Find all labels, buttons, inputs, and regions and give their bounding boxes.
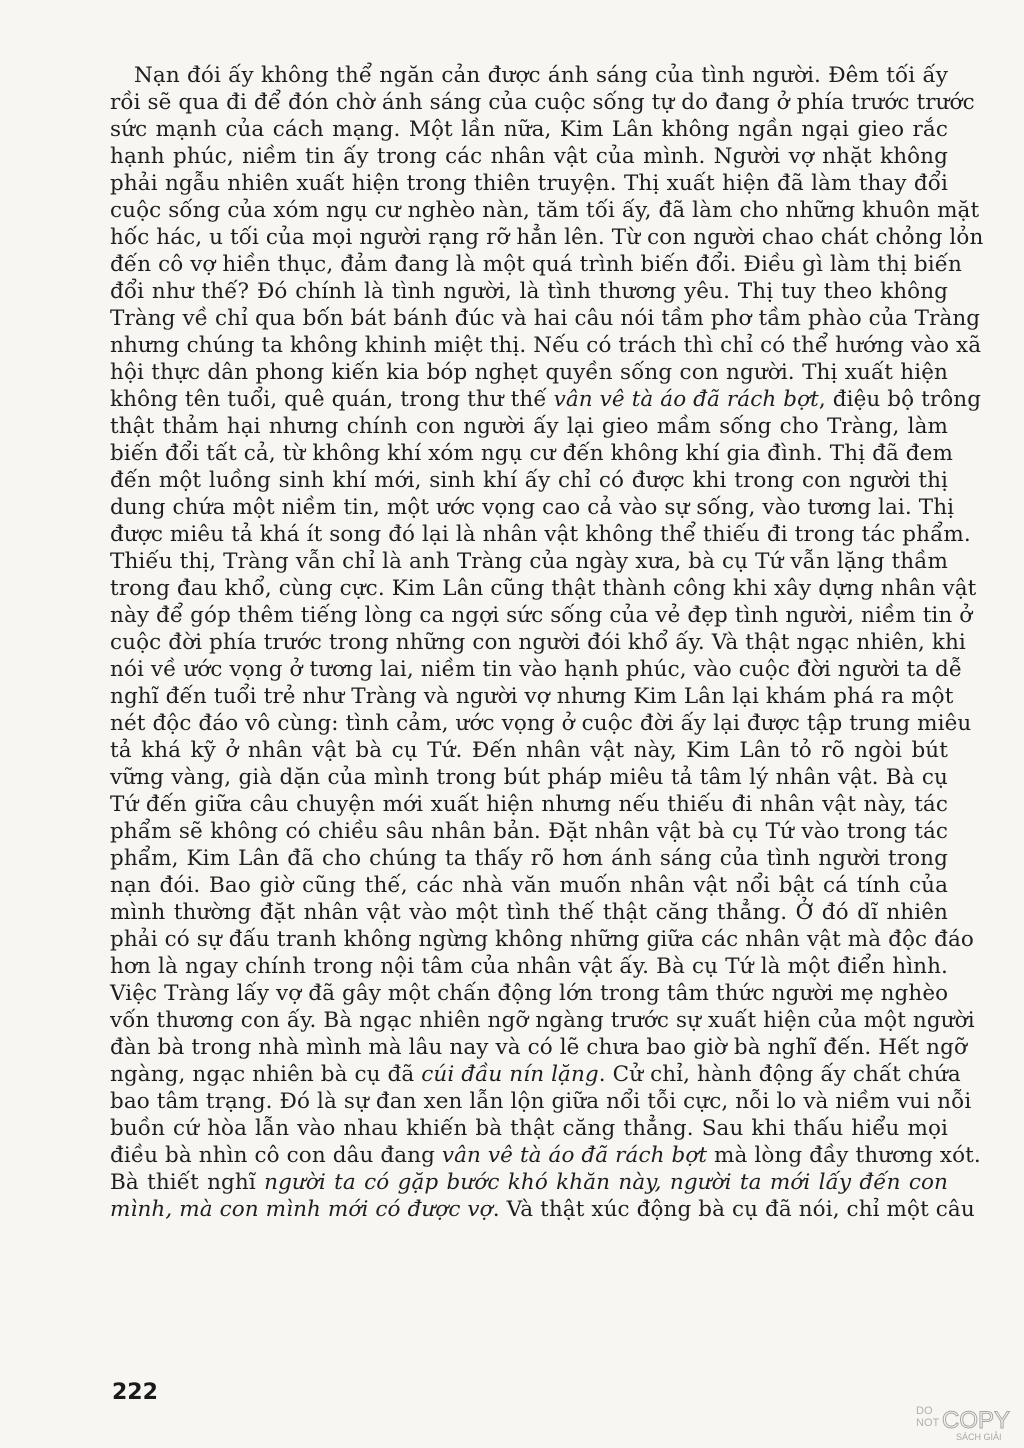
text-line [110,926,974,953]
text-run: không tên tuổi, quê quán, trong thư thế [110,387,554,412]
text-run: Việc Tràng lấy vợ đã gây một chấn động lớn trong tâm thức người mẹ nghèo [110,981,949,1006]
text-line [110,818,948,845]
watermark-sachgiai: SÁCH GIẢI [956,1432,1002,1442]
text-line [110,413,948,440]
text-line [110,656,963,683]
text-line [110,710,972,737]
text-run: mà lòng đầy thương xót. [707,1143,981,1168]
text-line [110,1169,948,1196]
text-run: Nạn đói ấy không thể ngăn cản được ánh sáng của tình người. Đêm tối ấy [134,63,948,88]
text-line [110,197,980,224]
text-line [110,305,981,332]
italic-quote: cúi đầu nín lặng [421,1062,599,1087]
text-run: nói về ước vọng ở tương lai, niềm tin vào hạnh phúc, vào cuộc đời người ta dễ [110,657,963,682]
text-run: cuộc sống của xóm ngụ cư nghèo nàn, tăm tối ấy, đã làm cho những khuôn mặt [110,198,980,223]
text-run: . Cử chỉ, hành động ấy chất chứa [598,1062,961,1087]
text-run: phẩm sẽ không có chiều sâu nhân bản. Đặt nhân vật bà cụ Tứ vào trong tác [110,819,948,844]
text-run: nét độc đáo vô cùng: tình cảm, ước vọng ở cuộc đời ấy lại được tập trung miêu [110,711,972,736]
text-run: hội thực dân phong kiến kia bóp nghẹt quyền sống con người. Thị xuất hiện [110,360,948,385]
text-run: đổi như thế? Đó chính là tình người, là tình thương yêu. Thị tuy theo không [110,279,948,304]
text-line [110,1061,961,1088]
text-run: nhưng chúng ta không khinh miệt thị. Nếu có trách thì chỉ có thể hướng vào xã [110,333,982,358]
text-line [110,629,966,656]
text-line [110,1088,972,1115]
text-run: đến cô vợ hiền thục, đảm đang là một quá trình biến đổi. Điều gì làm thị biến [110,252,962,277]
text-line [110,332,982,359]
text-run: vững vàng, già dặn của mình trong bút pháp miêu tả tâm lý nhân vật. Bà cụ [110,765,948,790]
text-run: hốc hác, u tối của mọi người rạng rỡ hẳn lên. Từ con người chao chát chỏng lỏn [110,225,984,250]
text-line [110,440,953,467]
text-run: thật thảm hại nhưng chính con người ấy lại gieo mầm sống cho Tràng, làm [110,414,948,439]
text-line [110,737,948,764]
text-run: Thiếu thị, Tràng vẫn chỉ là anh Tràng của ngày xưa, bà cụ Tứ vẫn lặng thầm [110,549,948,574]
text-run: được miêu tả khá ít song đó lại là nhân vật không thể thiếu đi trong tác phẩm. [110,522,971,547]
body-text [110,62,984,1223]
text-run: tả khá kỹ ở nhân vật bà cụ Tứ. Đến nhân vật này, Kim Lân tỏ rõ ngòi bút [110,738,948,763]
text-run: Tràng về chỉ qua bốn bát bánh đúc và hai câu nói tầm phơ tầm phào của Tràng [110,306,981,331]
text-run: biến đổi tất cả, từ không khí xóm ngụ cư đến không khí gia đình. Thị đã đem [110,441,953,466]
text-line [110,386,982,413]
text-run: đàn bà trong nhà mình mà lâu nay và có lẽ chưa bao giờ bà nghĩ đến. Hết ngỡ [110,1035,967,1060]
text-line [110,872,948,899]
text-run: ngàng, ngạc nhiên bà cụ đã [110,1062,422,1087]
text-run: sức mạnh của cách mạng. Một lần nữa, Kim Lân không ngần ngại gieo rắc [110,117,948,142]
italic-quote: người ta có gặp bước khó khăn này, người ta mới lấy đến con [264,1170,948,1195]
text-run: Bà thiết nghĩ [110,1170,265,1195]
italic-quote: vân vê tà áo đã rách bợt [441,1143,708,1168]
text-run: Tứ đến giữa câu chuyện mới xuất hiện nhưng nếu thiếu đi nhân vật này, tác [110,792,948,817]
text-run: hơn là ngay chính trong nội tâm của nhân vật ấy. Bà cụ Tứ là một điển hình. [110,954,948,979]
italic-quote: mình, mà con mình mới có được vợ [110,1197,493,1222]
watermark-not: NOT [916,1417,940,1429]
text-run: phẩm, Kim Lân đã cho chúng ta thấy rõ hơn ánh sáng của tình người trong [110,846,948,871]
text-run: đến một luồng sinh khí mới, sinh khí ấy chỉ có được khi trong con người thị [110,468,948,493]
text-line [110,899,948,926]
text-line [110,602,973,629]
text-line [110,845,948,872]
text-line [110,548,948,575]
text-run: , điệu bộ trông [818,387,982,412]
text-line [110,278,948,305]
text-line [110,116,948,143]
watermark-copy: COPY [942,1407,1011,1434]
text-line [110,251,962,278]
text-run: bao tâm trạng. Đó là sự đan xen lẫn lộn giữa nổi tỗi cực, nỗi lo và niềm vui nỗi [110,1089,972,1114]
text-line [110,1007,975,1034]
text-line [110,683,954,710]
text-line [110,170,948,197]
text-run: nạn đói. Bao giờ cũng thế, các nhà văn muốn nhân vật nổi bật cá tính của [110,873,948,898]
text-line [110,1115,948,1142]
text-line [110,494,955,521]
watermark-do: DO [916,1405,933,1417]
text-line [110,1142,981,1169]
text-line [110,953,948,980]
text-run: hạnh phúc, niềm tin ấy trong các nhân vật của mình. Người vợ nhặt không [110,144,948,169]
text-line [110,224,984,251]
text-run: . Và thật xúc động bà cụ đã nói, chỉ một câu [492,1197,975,1222]
text-line [110,1196,975,1223]
text-line [110,359,948,386]
italic-quote: vân vê tà áo đã rách bợt [553,387,819,412]
text-run: dung chứa một niềm tin, một ước vọng cao cả vào sự sống, vào tương lai. Thị [110,495,955,520]
text-run: cuộc đời phía trước trong những con người đói khổ ấy. Và thật ngạc nhiên, khi [110,630,966,655]
text-run: phải ngẫu nhiên xuất hiện trong thiên truyện. Thị xuất hiện đã làm thay đổi [110,171,948,196]
text-run: phải có sự đấu tranh không ngừng không những giữa các nhân vật mà độc đáo [110,927,974,952]
text-run: buồn cứ hòa lẫn vào nhau khiến bà thật căng thẳng. Sau khi thấu hiểu mọi [110,1116,948,1141]
text-run: vốn thương con ấy. Bà ngạc nhiên ngỡ ngàng trước sự xuất hiện của một người [110,1008,975,1033]
text-run: trong đau khổ, cùng cực. Kim Lân cũng thật thành công khi xây dựng nhân vật [110,576,977,601]
text-line [110,467,948,494]
text-line [110,791,948,818]
text-line [110,1034,967,1061]
text-line [110,521,971,548]
text-line [110,62,948,89]
text-run: điều bà nhìn cô con dâu đang [110,1143,442,1168]
text-run: này để góp thêm tiếng lòng ca ngợi sức sống của vẻ đẹp tình người, niềm tin ở [110,603,973,628]
text-run: rồi sẽ qua đi để đón chờ ánh sáng của cuộc sống tự do đang ở phía trước trước [110,90,975,115]
text-line [110,764,948,791]
page-number: 222 [112,1380,158,1405]
watermark-stamp [912,1398,1016,1444]
text-line [110,143,948,170]
text-run: mình thường đặt nhân vật vào một tình thế thật căng thẳng. Ở đó dĩ nhiên [110,900,948,925]
text-run: nghĩ đến tuổi trẻ như Tràng và người vợ nhưng Kim Lân lại khám phá ra một [110,684,954,709]
text-line [110,575,977,602]
text-line [110,89,975,116]
text-line [110,980,948,1007]
